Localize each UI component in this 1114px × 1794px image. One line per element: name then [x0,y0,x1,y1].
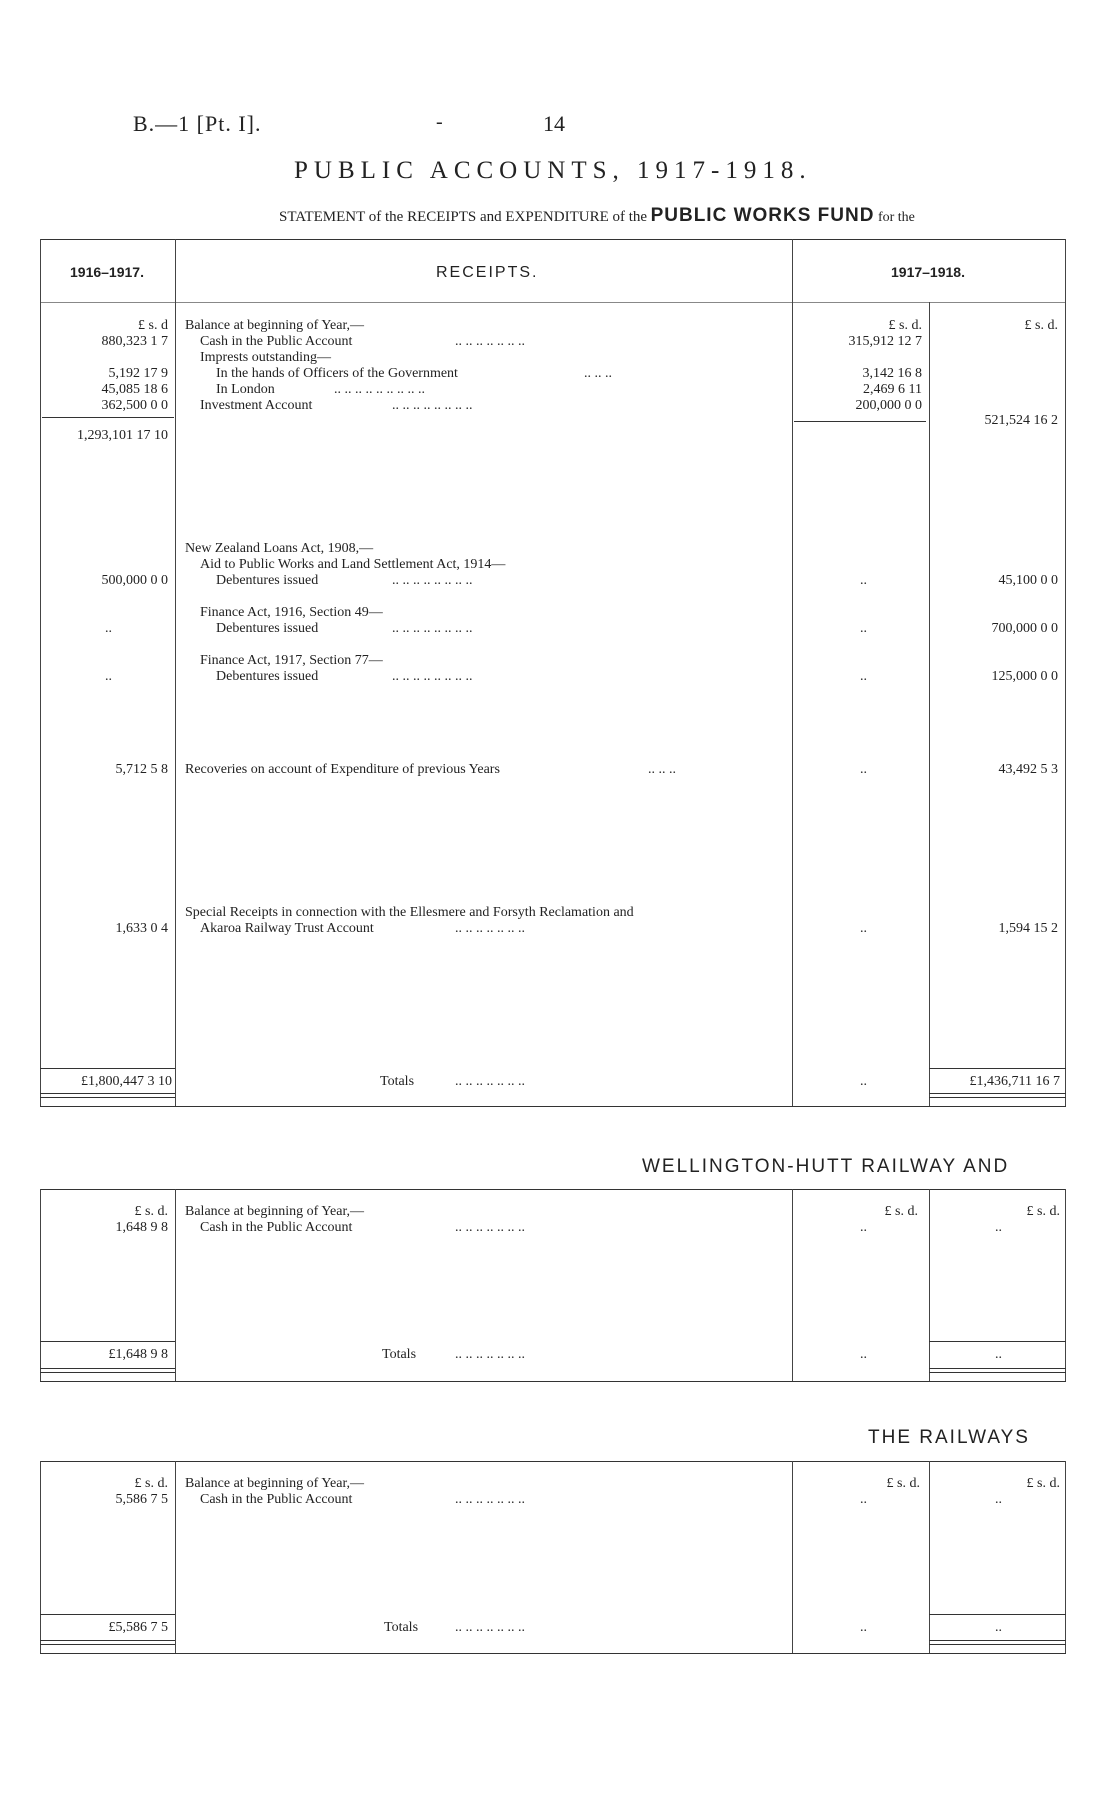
officers-prev-value: 5,192 17 9 [108,366,168,381]
totals-rule-prev [40,1341,175,1342]
totals-rule-prev [40,1068,175,1069]
special-curr-value: 1,594 15 2 [998,921,1058,936]
leader-dots: .. .. .. .. .. .. .. .. .. [334,382,425,397]
totals-label: Totals [380,1074,415,1089]
finance-1917-curr-value: 125,000 0 0 [991,669,1058,684]
finance-1916-prev-value: .. [105,621,112,636]
currency-header-curr-a: £ s. d. [888,318,922,333]
statement-suffix: for the [877,210,915,225]
section-title: THE RAILWAYS [868,1427,1030,1448]
recoveries-curr-value: 43,492 5 3 [998,762,1058,777]
double-rule-prev [40,1372,175,1373]
currency-header-curr-a: £ s. d. [886,1476,920,1491]
empty-cell: .. [860,1074,867,1089]
totals-prev-value: £1,648 9 8 [108,1347,168,1362]
totals-prev-value: £1,800,447 3 10 [81,1074,172,1089]
document-reference: B.—1 [Pt. I]. [133,111,262,136]
double-rule-prev [40,1640,175,1641]
empty-cell: .. [860,573,867,588]
empty-cell: .. [860,1347,867,1362]
cash-curr-value: 315,912 12 7 [848,334,922,349]
leader-dots: .. .. .. .. .. .. .. [455,1074,525,1089]
table1-left-border [40,239,41,1107]
totals-prev-value: £5,586 7 5 [108,1620,168,1635]
leader-dots: .. .. .. .. .. .. .. .. [392,398,473,413]
cash-label: Cash in the Public Account [200,1220,353,1235]
table2-divider-receipts [792,1189,793,1382]
currency-header-curr-b: £ s. d. [1026,1204,1060,1219]
table3-bottom-rule [40,1653,1066,1654]
london-prev-value: 45,085 18 6 [101,382,168,397]
special-receipts-label-2: Akaroa Railway Trust Account [200,921,374,936]
totals-label: Totals [382,1347,417,1362]
statement-heading [279,205,915,227]
totals-rule-curr [929,1341,1066,1342]
recoveries-label: Recoveries on account of Expenditure of previous Years [185,762,500,777]
totals-rule-curr [929,1614,1066,1615]
finance-1917-label: Finance Act, 1917, Section 77— [200,653,383,668]
table1-divider-prev [175,239,176,1107]
cash-label: Cash in the Public Account [200,1492,353,1507]
special-prev-value: 1,633 0 4 [115,921,168,936]
cash-label: Cash in the Public Account [200,334,353,349]
leader-dots: .. .. .. .. .. .. .. [455,1220,525,1235]
empty-cell: .. [860,1220,867,1235]
cash-prev-value: 880,323 1 7 [101,334,168,349]
empty-cell: .. [860,1492,867,1507]
empty-cell: .. [860,1620,867,1635]
totals-rule-curr [929,1068,1066,1069]
balance-curr-total: 521,524 16 2 [984,413,1058,428]
totals-rule-prev [40,1614,175,1615]
column-header-receipts: RECEIPTS. [436,264,539,281]
table2-right-border [1065,1189,1066,1382]
nz-loans-heading: New Zealand Loans Act, 1908,— [185,541,374,556]
fund-name: PUBLIC WORKS FUND [650,205,875,226]
debentures-label: Debentures issued [216,573,319,588]
header-dash: - [436,111,443,133]
investment-prev-value: 362,500 0 0 [101,398,168,413]
table2-divider-curr [929,1189,930,1382]
double-rule-prev [40,1097,175,1098]
table3-divider-receipts [792,1461,793,1654]
table1-top-rule [40,239,1066,240]
table3-top-rule [40,1461,1066,1462]
empty-cell: .. [995,1492,1002,1507]
table3-right-border [1065,1461,1066,1654]
table1-right-border [1065,239,1066,1107]
currency-header-prev: £ s. d [138,318,168,333]
column-header-1917-1918: 1917–1918. [891,264,965,280]
cash-prev-value: 1,648 9 8 [115,1220,168,1235]
empty-cell: .. [995,1347,1002,1362]
special-receipts-label-1: Special Receipts in connection with the Ellesmere and Forsyth Reclamation and [185,905,634,920]
currency-header-prev: £ s. d. [134,1476,168,1491]
empty-cell: .. [860,762,867,777]
double-rule-curr [929,1368,1066,1369]
table2-divider-prev [175,1189,176,1382]
statement-prefix: STATEMENT of the RECEIPTS and EXPENDITURE of the [279,209,648,225]
leader-dots: .. .. .. .. .. .. .. .. [392,573,473,588]
double-rule-curr [929,1640,1066,1641]
officers-label: In the hands of Officers of the Government [216,366,458,381]
page-title: PUBLIC ACCOUNTS, 1917-1918. [294,157,812,184]
table3-divider-prev [175,1461,176,1654]
table1-divider-curr [929,302,930,1107]
currency-header-prev: £ s. d. [134,1204,168,1219]
table1-bottom-rule [40,1106,1066,1107]
finance-1916-curr-value: 700,000 0 0 [991,621,1058,636]
empty-cell: .. [860,921,867,936]
officers-curr-value: 3,142 16 8 [862,366,922,381]
empty-cell: .. [860,669,867,684]
investment-label: Investment Account [200,398,313,413]
balance-heading: Balance at beginning of Year,— [185,318,365,333]
investment-curr-value: 200,000 0 0 [855,398,922,413]
currency-header-curr-a: £ s. d. [884,1204,918,1219]
currency-header-curr-b: £ s. d. [1026,1476,1060,1491]
leader-dots: .. .. .. .. .. .. .. .. [392,621,473,636]
subtotal-rule-curr [794,421,926,422]
leader-dots: .. .. .. .. .. .. .. [455,334,525,349]
aid-prev-value: 500,000 0 0 [101,573,168,588]
empty-cell: .. [995,1620,1002,1635]
leader-dots: .. .. .. [648,762,676,777]
section-title: WELLINGTON-HUTT RAILWAY AND [642,1156,1010,1177]
currency-header-curr-b: £ s. d. [1024,318,1058,333]
debentures-label: Debentures issued [216,621,319,636]
double-rule-prev [40,1093,175,1094]
leader-dots: .. .. .. .. .. .. .. [455,1347,525,1362]
leader-dots: .. .. .. [584,366,612,381]
leader-dots: .. .. .. .. .. .. .. [455,921,525,936]
london-label: In London [216,382,275,397]
balance-heading: Balance at beginning of Year,— [185,1204,365,1219]
debentures-label: Debentures issued [216,669,319,684]
double-rule-curr [929,1097,1066,1098]
double-rule-curr [929,1372,1066,1373]
recoveries-prev-value: 5,712 5 8 [115,762,168,777]
double-rule-prev [40,1644,175,1645]
balance-prev-total: 1,293,101 17 10 [77,428,168,443]
totals-label: Totals [384,1620,419,1635]
empty-cell: .. [860,621,867,636]
double-rule-prev [40,1368,175,1369]
double-rule-curr [929,1644,1066,1645]
aid-act-label: Aid to Public Works and Land Settlement Act, 1914— [200,557,506,572]
subtotal-rule-prev [42,417,174,418]
london-curr-value: 2,469 6 11 [863,382,922,397]
empty-cell: .. [995,1220,1002,1235]
table1-header-rule [40,302,1066,303]
column-header-1916-1917: 1916–1917. [70,264,144,280]
finance-1916-label: Finance Act, 1916, Section 49— [200,605,383,620]
totals-curr-value: £1,436,711 16 7 [969,1074,1060,1089]
table2-left-border [40,1189,41,1382]
table3-left-border [40,1461,41,1654]
leader-dots: .. .. .. .. .. .. .. .. [392,669,473,684]
table1-divider-receipts [792,239,793,1107]
leader-dots: .. .. .. .. .. .. .. [455,1620,525,1635]
imprests-label: Imprests outstanding— [200,350,332,365]
balance-heading: Balance at beginning of Year,— [185,1476,365,1491]
cash-prev-value: 5,586 7 5 [115,1492,168,1507]
table2-bottom-rule [40,1381,1066,1382]
finance-1917-prev-value: .. [105,669,112,684]
table3-divider-curr [929,1461,930,1654]
page-number: 14 [543,111,565,136]
leader-dots: .. .. .. .. .. .. .. [455,1492,525,1507]
table2-top-rule [40,1189,1066,1190]
double-rule-curr [929,1093,1066,1094]
aid-curr-value: 45,100 0 0 [998,573,1058,588]
